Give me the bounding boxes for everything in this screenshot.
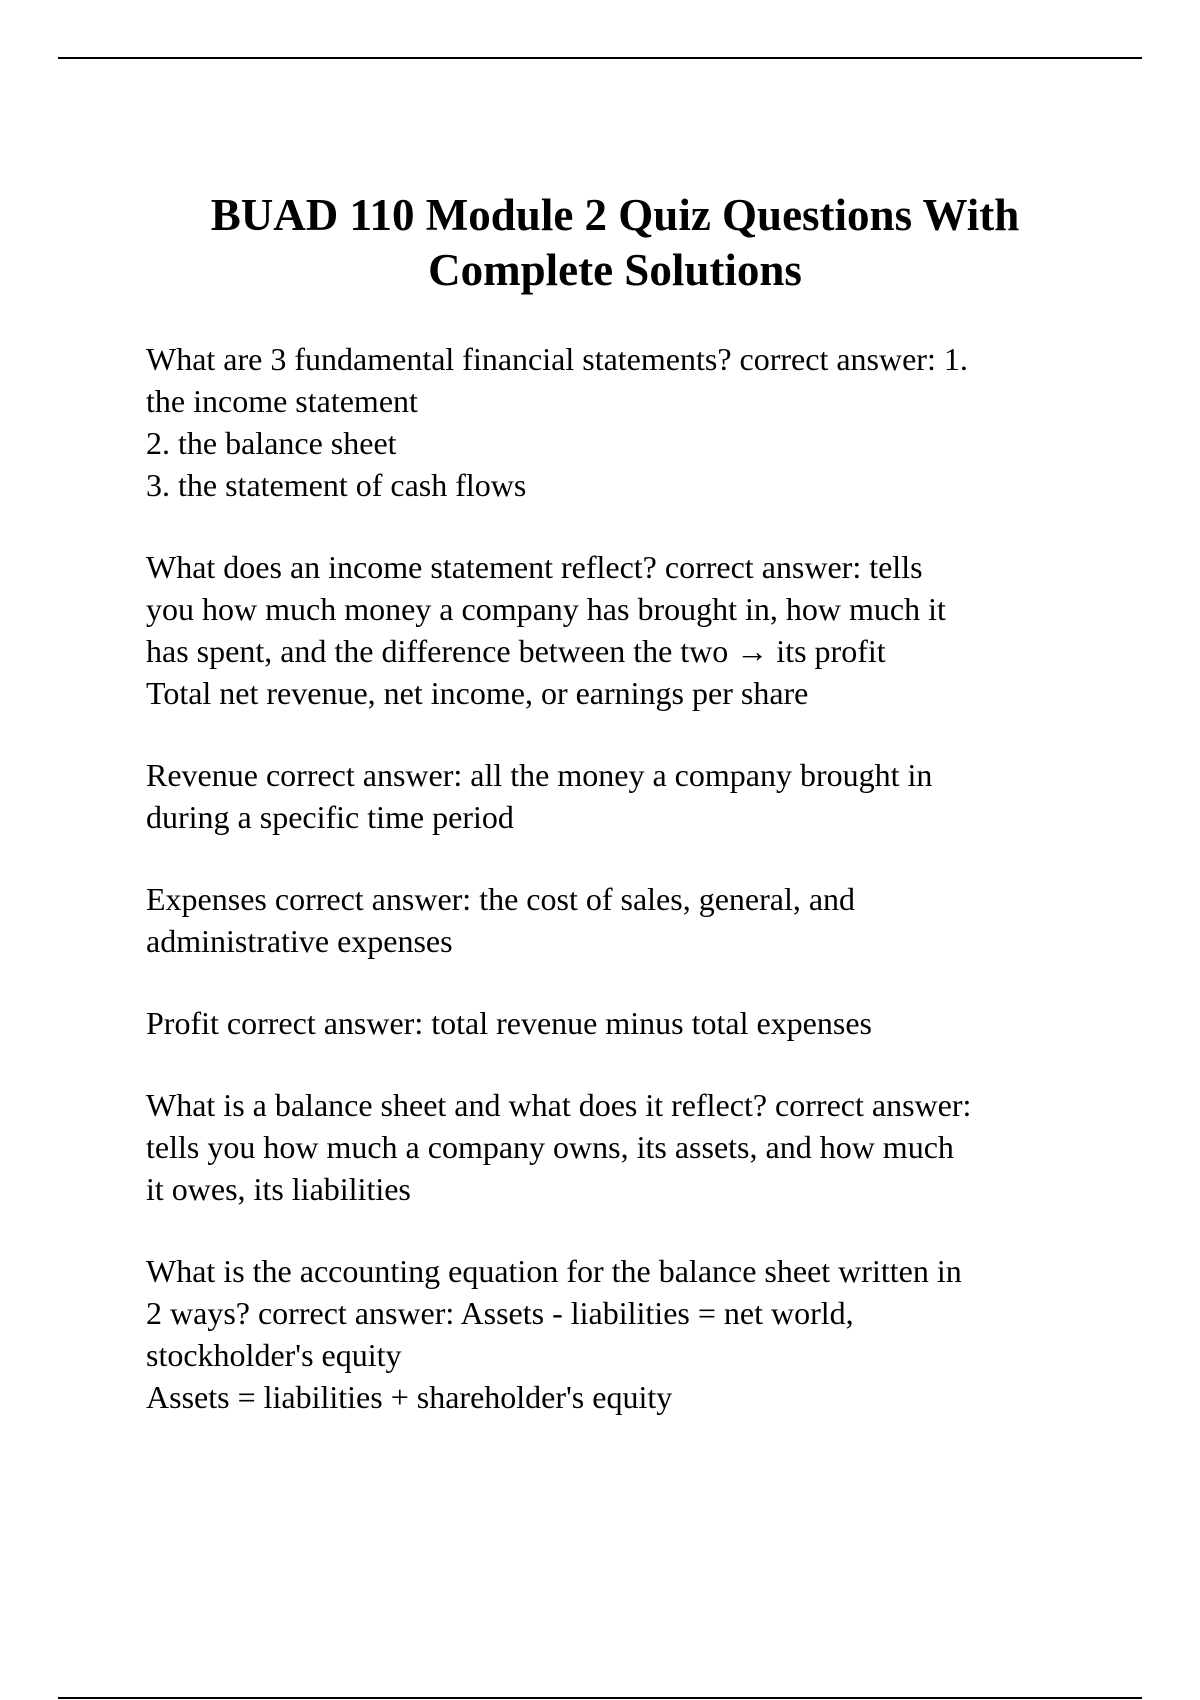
- document-title: [120, 188, 1110, 298]
- text-line: 3. the statement of cash flows: [146, 467, 527, 503]
- qa-entry-financial-statements: [146, 338, 1106, 506]
- text-line: stockholder's equity: [146, 1337, 402, 1373]
- text-line: it owes, its liabilities: [146, 1171, 411, 1207]
- qa-entry-balance-sheet: [146, 1084, 1106, 1210]
- text-line: What are 3 fundamental financial statements? correct answer: 1.: [146, 341, 968, 377]
- text-line: Revenue correct answer: all the money a company brought in: [146, 757, 933, 793]
- qa-entry-expenses: [146, 878, 1106, 962]
- qa-entry-profit: [146, 1002, 1106, 1044]
- text-line: What does an income statement reflect? correct answer: tells: [146, 549, 923, 585]
- bottom-rule: [58, 1697, 1142, 1699]
- text-line: administrative expenses: [146, 923, 453, 959]
- text-line: the income statement: [146, 383, 418, 419]
- text-line: 2. the balance sheet: [146, 425, 397, 461]
- text-line: during a specific time period: [146, 799, 514, 835]
- text-line: What is the accounting equation for the balance sheet written in: [146, 1253, 962, 1289]
- text-line: Assets = liabilities + shareholder's equity: [146, 1379, 673, 1415]
- qa-entry-revenue: [146, 754, 1106, 838]
- text-line: Expenses correct answer: the cost of sales, general, and: [146, 881, 856, 917]
- text-line: has spent, and the difference between the two → its profit: [146, 633, 886, 669]
- text-line: Total net revenue, net income, or earnings per share: [146, 675, 809, 711]
- text-line: Profit correct answer: total revenue minus total expenses: [146, 1005, 872, 1041]
- title-line: Complete Solutions: [428, 245, 802, 295]
- text-line: 2 ways? correct answer: Assets - liabilities = net world,: [146, 1295, 854, 1331]
- qa-entry-income-statement: [146, 546, 1106, 714]
- text-line: tells you how much a company owns, its assets, and how much: [146, 1129, 954, 1165]
- qa-entry-accounting-equation: [146, 1250, 1106, 1418]
- text-line: you how much money a company has brought in, how much it: [146, 591, 946, 627]
- title-line: BUAD 110 Module 2 Quiz Questions With: [210, 190, 1020, 240]
- top-rule: [58, 57, 1142, 59]
- qa-list: [146, 338, 1106, 1458]
- text-line: What is a balance sheet and what does it reflect? correct answer:: [146, 1087, 972, 1123]
